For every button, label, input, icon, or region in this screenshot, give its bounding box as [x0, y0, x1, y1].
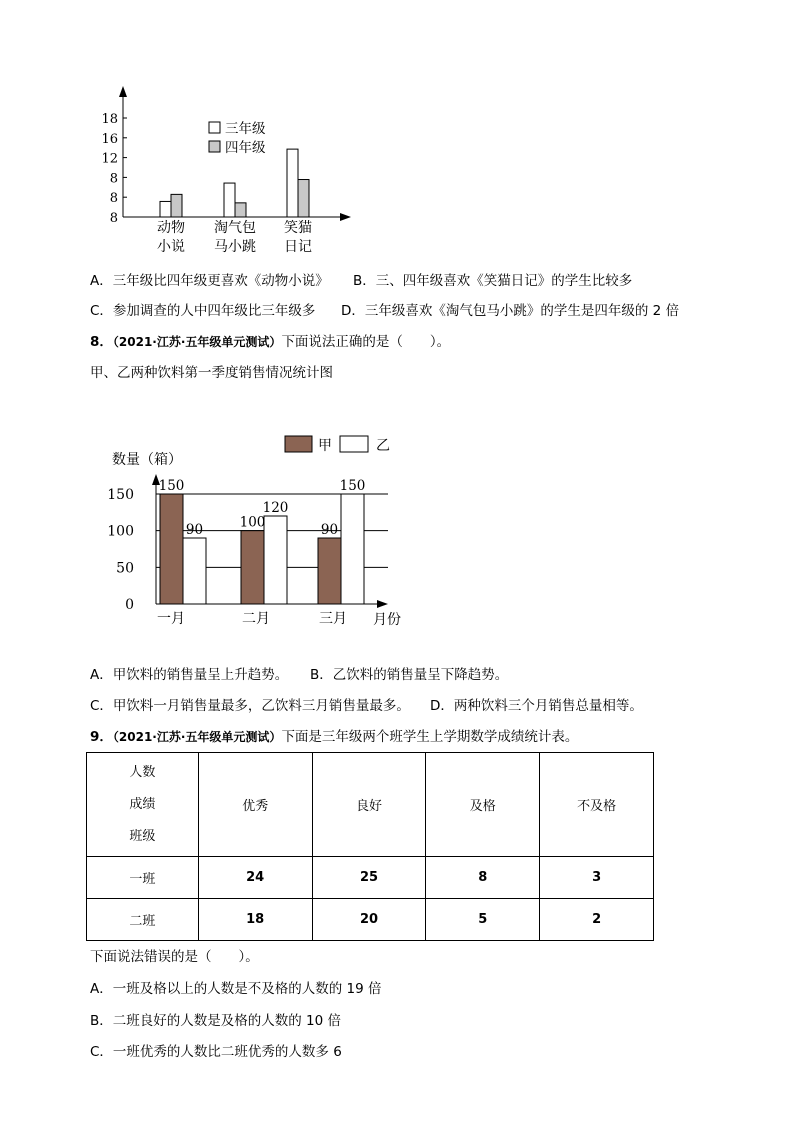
q7-option-a: A．三年级比四年级更喜欢《动物小说》 [90, 273, 329, 289]
category-label: 二月 [242, 611, 270, 627]
chart2-y-axis-label: 数量（箱） [112, 452, 182, 468]
category-label: 一月 [157, 611, 185, 627]
legend-swatch-grade3 [209, 122, 220, 133]
y-tick-label: 50 [116, 560, 134, 577]
table-row [87, 857, 654, 899]
y-tick-label: 8 [109, 211, 118, 226]
table-cell: 18 [198, 899, 312, 941]
bar-grade4 [171, 194, 182, 217]
header-excellent: 优秀 [198, 753, 312, 857]
data-label: 90 [320, 522, 339, 538]
y-tick-label: 12 [101, 151, 118, 167]
corner-label-class: 班级 [129, 828, 156, 844]
q9-text: 下面是三年级两个班学生上学期数学成绩统计表。 [281, 729, 579, 745]
q8-option-c: C．甲饮料一月销售量最多，乙饮料三月销售量最多。 [90, 698, 410, 714]
q9-option-c: C．一班优秀的人数比二班优秀的人数多 6 [90, 1044, 342, 1060]
bar-grade4 [298, 180, 309, 217]
table-cell: 2 [540, 899, 654, 941]
q8-option-d: D．两种饮料三个月销售总量相等。 [430, 698, 643, 714]
y-tick-label: 100 [107, 523, 134, 540]
table-cell: 5 [426, 899, 540, 941]
header-pass: 及格 [426, 753, 540, 857]
q8-option-a: A．甲饮料的销售量呈上升趋势。 [90, 667, 289, 683]
corner-label-count: 人数 [129, 764, 156, 780]
bar-grade4 [235, 203, 246, 217]
y-tick-label: 16 [101, 131, 118, 147]
legend-swatch-grade4 [209, 141, 220, 152]
category-label: 小说 [157, 239, 185, 255]
legend-label-jia: 甲 [318, 438, 332, 454]
row-label: 二班 [87, 899, 199, 941]
table-cell: 24 [198, 857, 312, 899]
bar-grade3 [224, 183, 235, 217]
q8-text: 下面说法正确的是（ ）。 [281, 334, 451, 350]
chart2-x-axis-label: 月份 [373, 612, 401, 628]
reading-preference-chart [0, 0, 794, 265]
bar-yi [183, 538, 206, 604]
category-label: 动物 [157, 220, 185, 236]
row-label: 一班 [87, 857, 199, 899]
q7-option-b: B．三、四年级喜欢《笑猫日记》的学生比较多 [353, 273, 633, 289]
header-good: 良好 [312, 753, 426, 857]
category-label: 三月 [319, 611, 347, 627]
data-label: 120 [262, 500, 289, 516]
legend-swatch-yi [340, 436, 368, 452]
bar-jia [318, 538, 341, 604]
header-fail: 不及格 [540, 753, 654, 857]
score-table [86, 752, 654, 941]
q8-source: （2021·江苏·五年级单元测试） [112, 335, 282, 349]
legend-label-yi: 乙 [376, 438, 390, 454]
bar-grade3 [160, 201, 171, 217]
legend-swatch-jia [285, 436, 312, 452]
bar-jia [241, 531, 264, 604]
legend-label-grade3: 三年级 [225, 121, 266, 137]
bar-yi [341, 494, 364, 604]
bar-yi [264, 516, 287, 604]
q9-question-prompt: 下面说法错误的是（ ）。 [90, 949, 259, 965]
q9-option-b: B．二班良好的人数是及格的人数的 10 倍 [90, 1013, 342, 1029]
data-label: 150 [339, 478, 366, 494]
q9-question [90, 728, 578, 746]
category-label: 马小跳 [214, 239, 256, 255]
q7-option-c: C．参加调查的人中四年级比三年级多 [90, 303, 316, 319]
bar-grade3 [287, 149, 298, 217]
category-label: 淘气包 [214, 220, 256, 236]
q8-option-b: B．乙饮料的销售量呈下降趋势。 [310, 667, 509, 683]
q9-source: （2021·江苏·五年级单元测试） [112, 730, 282, 744]
table-cell: 3 [540, 857, 654, 899]
y-tick-label: 0 [125, 597, 134, 613]
chart2-legend [285, 436, 390, 454]
chart1-legend [209, 120, 266, 156]
table-cell: 20 [312, 899, 426, 941]
table-row [87, 899, 654, 941]
category-label: 日记 [284, 239, 312, 255]
y-tick-label: 8 [109, 191, 118, 207]
table-cell: 8 [426, 857, 540, 899]
data-label: 150 [158, 478, 185, 494]
y-tick-label: 150 [107, 487, 134, 503]
data-label: 100 [239, 514, 266, 531]
bar-jia [160, 494, 183, 604]
y-tick-label: 18 [101, 112, 118, 127]
q9-option-a: A．一班及格以上的人数是不及格的人数的 19 倍 [90, 981, 382, 997]
q8-question [90, 333, 450, 351]
y-tick-label: 8 [109, 171, 118, 187]
legend-label-grade4: 四年级 [225, 140, 266, 156]
q8-number: 8． [90, 334, 113, 350]
table-cell: 25 [312, 857, 426, 899]
q7-option-d: D．三年级喜欢《淘气包马小跳》的学生是四年级的 2 倍 [341, 303, 680, 319]
table-header-row [87, 753, 654, 857]
data-label: 90 [185, 522, 204, 538]
category-label: 笑猫 [284, 220, 312, 236]
beverage-sales-chart [0, 420, 794, 640]
table-corner-cell [87, 753, 199, 857]
corner-label-grade: 成绩 [129, 796, 156, 812]
q8-chart-title: 甲、乙两种饮料第一季度销售情况统计图 [90, 365, 333, 381]
q9-number: 9． [90, 729, 113, 745]
